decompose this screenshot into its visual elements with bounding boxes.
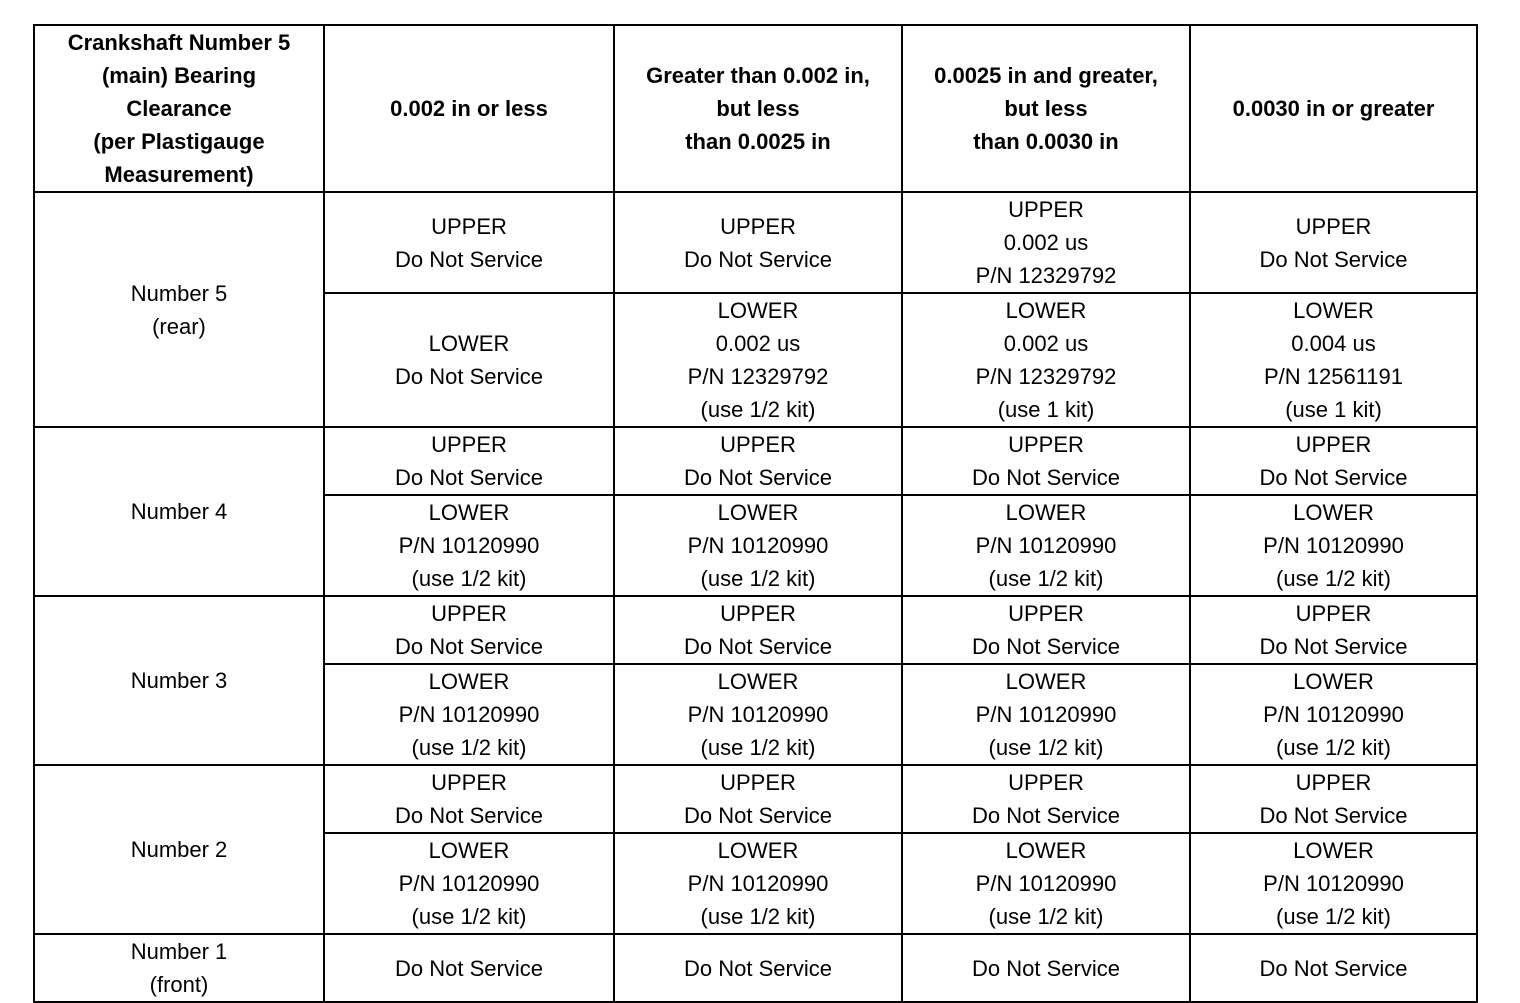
table-row <box>34 765 1477 833</box>
lower-cell: LOWER P/N 10120990 (use 1/2 kit) <box>324 495 614 596</box>
lower-cell: LOWER 0.002 us P/N 12329792 (use 1/2 kit) <box>614 293 902 427</box>
header-col-2: Greater than 0.002 in, but less than 0.0025 in <box>614 25 902 192</box>
upper-cell: UPPER Do Not Service <box>324 765 614 833</box>
lower-cell: LOWER 0.004 us P/N 12561191 (use 1 kit) <box>1190 293 1477 427</box>
upper-cell: UPPER Do Not Service <box>1190 427 1477 495</box>
bearing-label: Number 5 (rear) <box>34 192 324 427</box>
service-cell: Do Not Service <box>902 934 1190 1002</box>
lower-cell: LOWER P/N 10120990 (use 1/2 kit) <box>324 833 614 934</box>
header-col-1: 0.002 in or less <box>324 25 614 192</box>
upper-cell: UPPER Do Not Service <box>1190 765 1477 833</box>
upper-cell: UPPER Do Not Service <box>614 192 902 293</box>
header-col-3: 0.0025 in and greater, but less than 0.0030 in <box>902 25 1190 192</box>
upper-cell: UPPER Do Not Service <box>902 427 1190 495</box>
service-cell: Do Not Service <box>324 934 614 1002</box>
lower-cell: LOWER Do Not Service <box>324 293 614 427</box>
table-row <box>34 427 1477 495</box>
lower-cell: LOWER P/N 10120990 (use 1/2 kit) <box>902 833 1190 934</box>
header-clearance-label: Crankshaft Number 5 (main) Bearing Clearance (per Plastigauge Measurement) <box>34 25 324 192</box>
upper-cell: UPPER Do Not Service <box>902 596 1190 664</box>
lower-cell: LOWER P/N 10120990 (use 1/2 kit) <box>902 495 1190 596</box>
lower-cell: LOWER P/N 10120990 (use 1/2 kit) <box>1190 664 1477 765</box>
lower-cell: LOWER P/N 10120990 (use 1/2 kit) <box>324 664 614 765</box>
table-row <box>34 934 1477 1002</box>
upper-cell: UPPER Do Not Service <box>614 596 902 664</box>
upper-cell: UPPER Do Not Service <box>1190 596 1477 664</box>
lower-cell: LOWER P/N 10120990 (use 1/2 kit) <box>614 833 902 934</box>
upper-cell: UPPER Do Not Service <box>324 192 614 293</box>
header-row <box>34 25 1477 192</box>
upper-cell: UPPER 0.002 us P/N 12329792 <box>902 192 1190 293</box>
bearing-label: Number 3 <box>34 596 324 765</box>
service-cell: Do Not Service <box>1190 934 1477 1002</box>
bearing-label: Number 1 (front) <box>34 934 324 1002</box>
upper-cell: UPPER Do Not Service <box>614 427 902 495</box>
lower-cell: LOWER P/N 10120990 (use 1/2 kit) <box>614 664 902 765</box>
table-row <box>34 596 1477 664</box>
bearing-label: Number 4 <box>34 427 324 596</box>
lower-cell: LOWER P/N 10120990 (use 1/2 kit) <box>902 664 1190 765</box>
bearing-label: Number 2 <box>34 765 324 934</box>
upper-cell: UPPER Do Not Service <box>1190 192 1477 293</box>
bearing-clearance-table <box>33 24 1478 1003</box>
lower-cell: LOWER P/N 10120990 (use 1/2 kit) <box>1190 495 1477 596</box>
lower-cell: LOWER 0.002 us P/N 12329792 (use 1 kit) <box>902 293 1190 427</box>
lower-cell: LOWER P/N 10120990 (use 1/2 kit) <box>1190 833 1477 934</box>
upper-cell: UPPER Do Not Service <box>324 596 614 664</box>
table-row <box>34 192 1477 293</box>
table-body <box>34 192 1477 1002</box>
header-col-4: 0.0030 in or greater <box>1190 25 1477 192</box>
upper-cell: UPPER Do Not Service <box>902 765 1190 833</box>
upper-cell: UPPER Do Not Service <box>324 427 614 495</box>
upper-cell: UPPER Do Not Service <box>614 765 902 833</box>
service-cell: Do Not Service <box>614 934 902 1002</box>
lower-cell: LOWER P/N 10120990 (use 1/2 kit) <box>614 495 902 596</box>
